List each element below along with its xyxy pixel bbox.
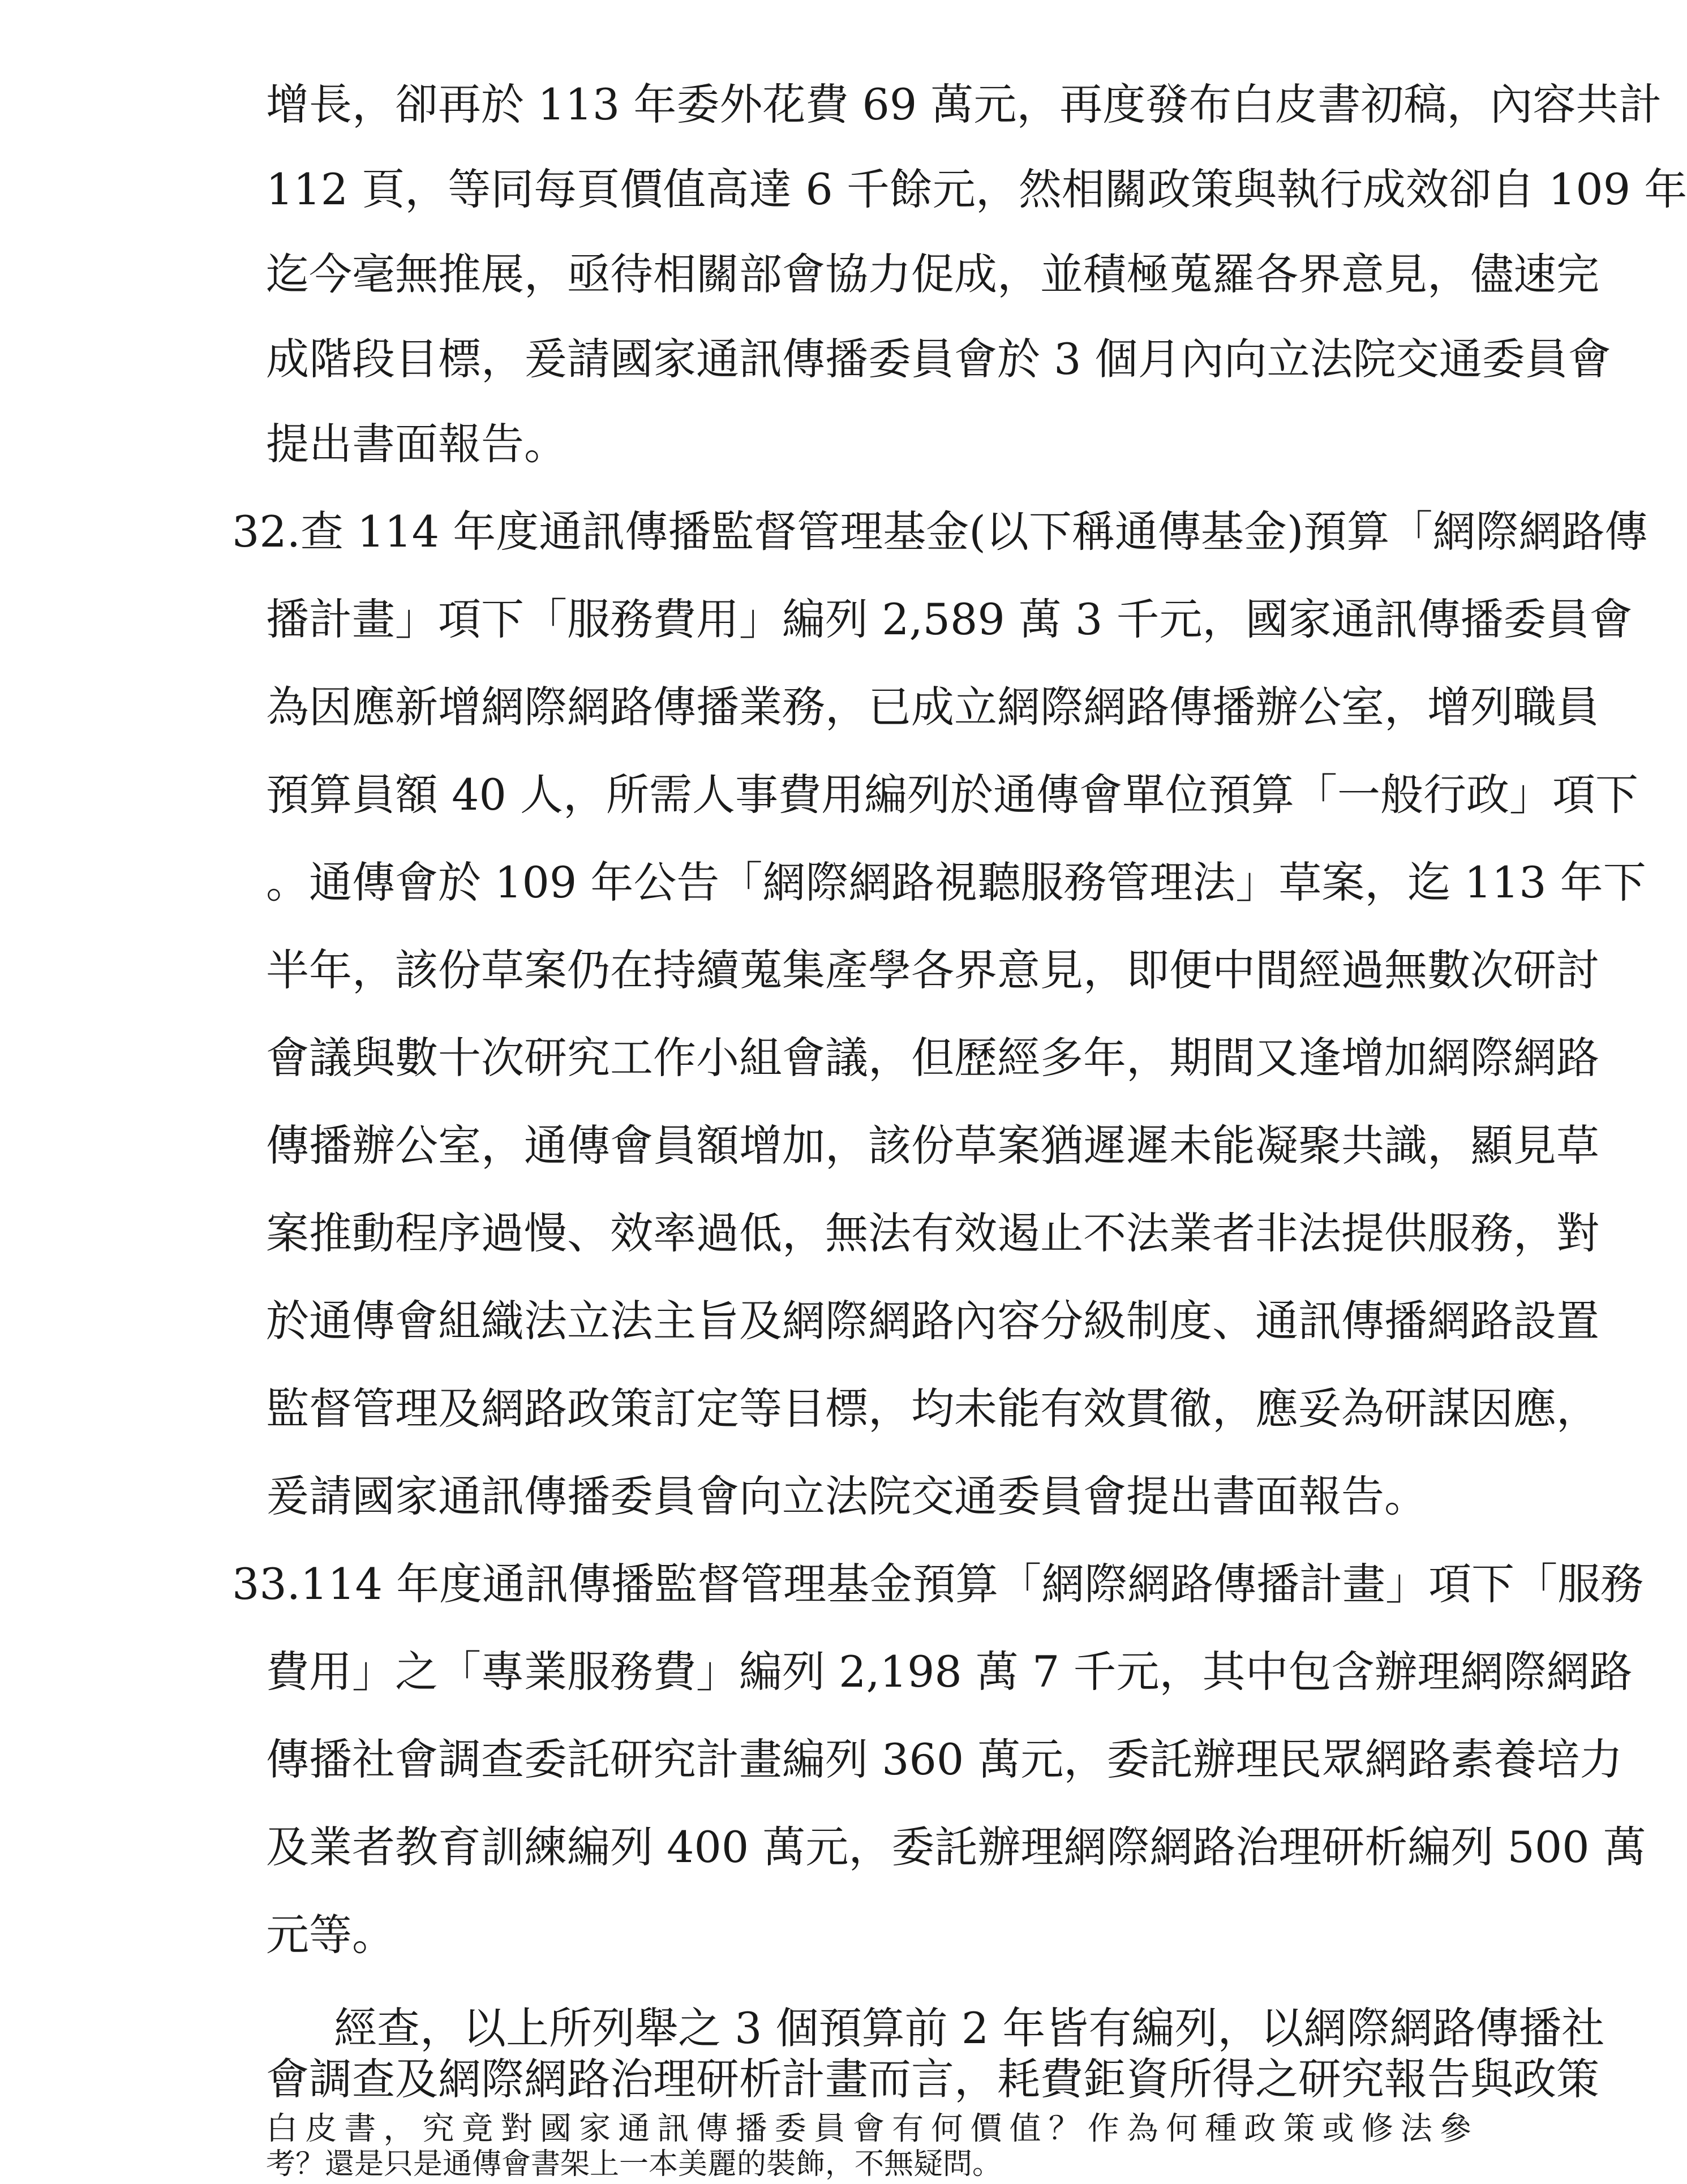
text-line: 元等。 xyxy=(266,1910,395,1960)
text-line: 爰請國家通訊傳播委員會向立法院交通委員會提出書面報告。 xyxy=(266,1471,1427,1521)
text-line: 於通傳會組織法立法主旨及網際網路內容分級制度、通訊傳播網路設置 xyxy=(266,1296,1599,1346)
text-line: 增長，卻再於 113 年委外花費 69 萬元，再度發布白皮書初稿，內容共計 xyxy=(266,79,1662,130)
text-line: 考？還是只是通傳會書架上一本美麗的裝飾，不無疑問。 xyxy=(266,2147,1002,2181)
text-line: 監督管理及網路政策訂定等目標，均未能有效貫徹，應妥為研謀因應， xyxy=(266,1383,1599,1434)
text-line: 半年，該份草案仍在持續蒐集產學各界意見，即便中間經過無數次研討 xyxy=(266,945,1599,995)
text-line: 112 頁，等同每頁價值高達 6 千餘元，然相關政策與執行成效卻自 109 年 xyxy=(266,164,1687,214)
text-line: 白皮書，究竟對國家通訊傳播委員會有何價值？作為何種政策或修法參 xyxy=(266,2110,1471,2147)
text-line: 費用」之「專業服務費」編列 2,198 萬 7 千元，其中包含辦理網際網路 xyxy=(266,1646,1633,1697)
text-line: 迄今毫無推展，亟待相關部會協力促成，並積極蒐羅各界意見，儘速完 xyxy=(266,249,1599,299)
text-line: 案推動程序過慢、效率過低，無法有效遏止不法業者非法提供服務，對 xyxy=(266,1208,1599,1258)
item-33-first-line: 33.114 年度通訊傳播監督管理基金預算「網際網路傳播計畫」項下「服務 xyxy=(232,1559,1644,1609)
text-line: 預算員額 40 人，所需人事費用編列於通傳會單位預算「一般行政」項下 xyxy=(266,769,1639,820)
text-line: 及業者教育訓練編列 400 萬元，委託辦理網際網路治理研析編列 500 萬 xyxy=(266,1822,1646,1872)
text-line: 會議與數十次研究工作小組會議，但歷經多年，期間又逢增加網際網路 xyxy=(266,1033,1599,1083)
text-line: 成階段目標，爰請國家通訊傳播委員會於 3 個月內向立法院交通委員會 xyxy=(266,334,1611,384)
text-line: 為因應新增網際網路傳播業務，已成立網際網路傳播辦公室，增列職員 xyxy=(266,682,1599,732)
review-paragraph-first-line: 經查，以上所列舉之 3 個預算前 2 年皆有編列，以網際網路傳播社 xyxy=(334,2003,1605,2053)
text-line: 傳播社會調查委託研究計畫編列 360 萬元，委託辦理民眾網路素養培力 xyxy=(266,1734,1623,1785)
text-line: 會調查及網際網路治理研析計畫而言，耗費鉅資所得之研究報告與政策 xyxy=(266,2054,1599,2104)
text-line: 。通傳會於 109 年公告「網際網路視聽服務管理法」草案，迄 113 年下 xyxy=(266,857,1646,908)
text-line: 傳播辦公室，通傳會員額增加，該份草案猶遲遲未能凝聚共識，顯見草 xyxy=(266,1120,1599,1171)
item-32-first-line: 32.查 114 年度通訊傳播監督管理基金(以下稱通傳基金)預算「網際網路傳 xyxy=(232,506,1648,557)
text-line: 播計畫」項下「服務費用」編列 2,589 萬 3 千元，國家通訊傳播委員會 xyxy=(266,594,1633,644)
text-line: 提出書面報告。 xyxy=(266,419,567,469)
